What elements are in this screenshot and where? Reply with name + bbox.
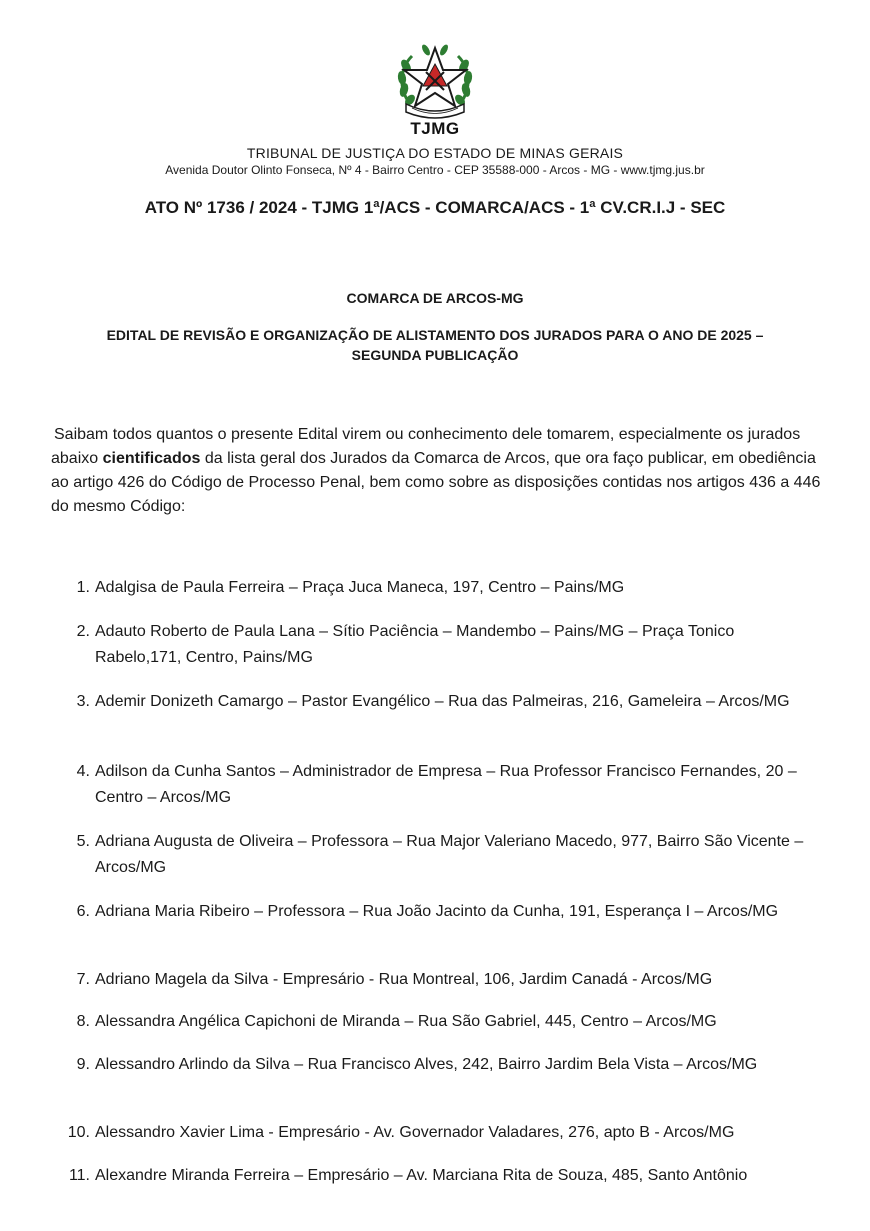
edital-heading-line-2: SEGUNDA PUBLICAÇÃO — [351, 347, 519, 363]
juror-entry: Adriana Augusta de Oliveira – Professora – Rua Major Valeriano Macedo, 977, Bairro São Vicente – Arcos/MG — [95, 833, 804, 876]
juror-entry: Alexandre Miranda Ferreira – Empresário – Av. Marciana Rita de Souza, 485, Santo Antônio — [95, 1167, 748, 1184]
edital-heading — [40, 325, 830, 365]
juror-number: 1. — [76, 579, 90, 596]
intro-text-after: da lista geral dos Jurados da Comarca de Arcos, que ora faço publicar, em obediência ao artigo 426 do Código de Processo Penal, bem como sobre as disposições contidas nos artigos 436 a 446 do mesmo Código: — [51, 450, 821, 515]
juror-number: 6. — [76, 903, 90, 920]
juror-entry: Adauto Roberto de Paula Lana – Sítio Paciência – Mandembo – Pains/MG – Praça Tonico Rabelo,171, Centro, Pains/MG — [95, 623, 735, 666]
org-address: Avenida Doutor Olinto Fonseca, Nº 4 - Bairro Centro - CEP 35588-000 - Arcos - MG - www.tjmg.jus.br — [165, 163, 705, 177]
juror-number: 2. — [76, 623, 90, 640]
coat-of-arms-logo — [392, 42, 478, 124]
edital-heading-line-1: EDITAL DE REVISÃO E ORGANIZAÇÃO DE ALISTAMENTO DOS JURADOS PARA O ANO DE 2025 – — [106, 327, 764, 343]
juror-entry: Adilson da Cunha Santos – Administrador de Empresa – Rua Professor Francisco Fernandes, 20 – Centro – Arcos/MG — [95, 763, 797, 806]
juror-number: 4. — [76, 763, 90, 780]
juror-number: 9. — [76, 1056, 90, 1073]
juror-number: 7. — [76, 971, 90, 988]
juror-number: 5. — [76, 833, 90, 850]
juror-entry: Alessandro Arlindo da Silva – Rua Francisco Alves, 242, Bairro Jardim Bela Vista – Arcos/MG — [95, 1056, 758, 1073]
juror-entry: Adalgisa de Paula Ferreira – Praça Juca Maneca, 197, Centro – Pains/MG — [95, 579, 625, 596]
juror-entry: Alessandra Angélica Capichoni de Miranda – Rua São Gabriel, 445, Centro – Arcos/MG — [95, 1013, 717, 1030]
juror-number: 3. — [76, 693, 90, 710]
intro-paragraph — [51, 423, 821, 519]
juror-entry: Adriana Maria Ribeiro – Professora – Rua João Jacinto da Cunha, 191, Esperança I – Arcos/MG — [95, 903, 779, 920]
intro-text-bold: cientificados — [102, 450, 201, 467]
comarca-heading: COMARCA DE ARCOS-MG — [346, 290, 524, 306]
juror-number: 10. — [67, 1124, 90, 1141]
juror-entry: Adriano Magela da Silva - Empresário - Rua Montreal, 106, Jardim Canadá - Arcos/MG — [95, 971, 713, 988]
intro-text-before: Saibam todos quantos o presente Edital virem ou conhecimento dele tomarem, especialmente os jurados abaixo — [51, 426, 801, 467]
org-short-name: TJMG — [410, 119, 460, 138]
juror-number: 8. — [76, 1013, 90, 1030]
juror-number: 11. — [68, 1167, 90, 1184]
act-title: ATO Nº 1736 / 2024 - TJMG 1ª/ACS - COMARCA/ACS - 1ª CV.CR.I.J - SEC — [144, 198, 726, 217]
juror-entry: Ademir Donizeth Camargo – Pastor Evangélico – Rua das Palmeiras, 216, Gameleira – Arcos/MG — [95, 693, 790, 710]
org-full-name: TRIBUNAL DE JUSTIÇA DO ESTADO DE MINAS GERAIS — [246, 145, 624, 161]
juror-entry: Alessandro Xavier Lima - Empresário - Av. Governador Valadares, 276, apto B - Arcos/MG — [95, 1124, 735, 1141]
